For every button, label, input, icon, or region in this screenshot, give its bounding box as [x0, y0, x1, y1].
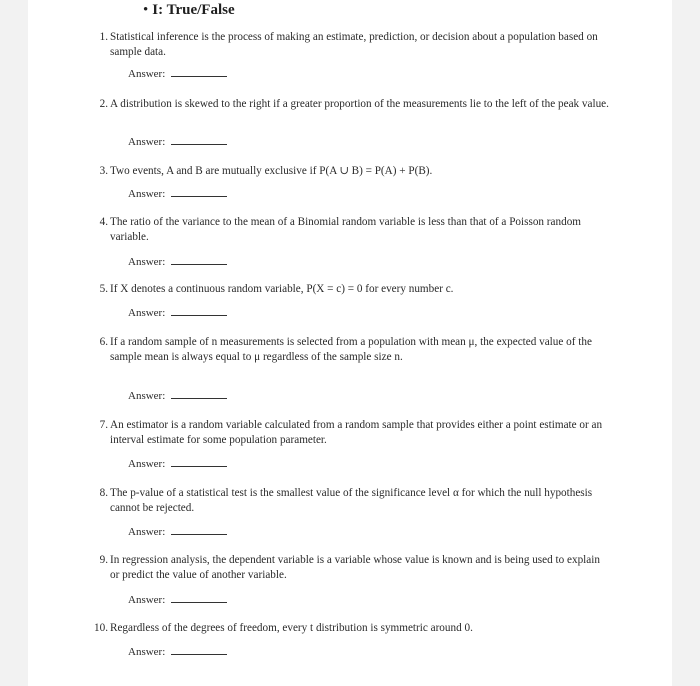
question-number: 8. [99, 487, 108, 499]
question-text: The ratio of the variance to the mean of a Binomial random variable is less than that of a Poisson random variable. [110, 216, 581, 243]
answer-row-2 [128, 135, 227, 148]
answer-blank[interactable] [171, 525, 227, 535]
question-text: Two events, A and B are mutually exclusive if P(A ∪ B) = P(A) + P(B). [110, 165, 433, 177]
answer-row-6 [128, 389, 227, 402]
answer-blank[interactable] [171, 306, 227, 316]
question-number: 1. [99, 31, 108, 43]
answer-blank[interactable] [171, 389, 227, 399]
document-page [28, 0, 672, 686]
answer-label: Answer: [128, 646, 166, 658]
section-title [143, 2, 235, 19]
question-10 [94, 621, 610, 636]
question-2 [99, 97, 610, 112]
question-9 [99, 553, 610, 582]
question-5 [99, 282, 610, 297]
question-text: A distribution is skewed to the right if a greater proportion of the measurements lie to the left of the peak value. [110, 98, 609, 110]
answer-label: Answer: [128, 188, 166, 200]
question-number: 3. [99, 165, 108, 177]
answer-label: Answer: [128, 390, 166, 402]
answer-row-3 [128, 187, 227, 200]
answer-label: Answer: [128, 307, 166, 319]
question-number: 2. [99, 98, 108, 110]
question-1 [99, 30, 610, 59]
answer-row-7 [128, 457, 227, 470]
answer-row-8 [128, 525, 227, 538]
question-text: If a random sample of n measurements is selected from a population with mean μ, the expected value of the sample mean is always equal to μ regardless of the sample size n. [110, 336, 592, 363]
question-text: An estimator is a random variable calculated from a random sample that provides either a point estimate or an interval estimate for some population parameter. [110, 419, 603, 446]
question-7 [99, 418, 610, 447]
question-number: 5. [99, 283, 108, 295]
question-number: 6. [99, 336, 108, 348]
bullet-icon: • [143, 2, 149, 18]
answer-blank[interactable] [171, 457, 227, 467]
answer-blank[interactable] [171, 593, 227, 603]
answer-blank[interactable] [171, 187, 227, 197]
question-4 [99, 215, 610, 244]
question-3 [99, 164, 610, 179]
question-6 [99, 335, 610, 364]
answer-label: Answer: [128, 68, 166, 80]
answer-label: Answer: [128, 136, 166, 148]
question-number: 4. [99, 216, 108, 228]
question-text: Statistical inference is the process of making an estimate, prediction, or decision about a population based on sample data. [110, 31, 598, 58]
answer-blank[interactable] [171, 255, 227, 265]
answer-row-10 [128, 645, 227, 658]
answer-blank[interactable] [171, 645, 227, 655]
answer-blank[interactable] [171, 67, 227, 77]
answer-label: Answer: [128, 256, 166, 268]
question-number: 7. [99, 419, 108, 431]
question-8 [99, 486, 610, 515]
question-number: 10. [94, 622, 108, 634]
question-text: Regardless of the degrees of freedom, every t distribution is symmetric around 0. [110, 622, 473, 634]
question-text: In regression analysis, the dependent variable is a variable whose value is known and is being used to explain or predict the value of another variable. [110, 554, 600, 581]
answer-row-5 [128, 306, 227, 319]
section-title-text: I: True/False [152, 2, 235, 18]
answer-label: Answer: [128, 526, 166, 538]
question-number: 9. [99, 554, 108, 566]
answer-row-4 [128, 255, 227, 268]
answer-blank[interactable] [171, 135, 227, 145]
answer-label: Answer: [128, 458, 166, 470]
question-text: The p-value of a statistical test is the smallest value of the significance level α for which the null hypothesis cannot be rejected. [110, 487, 593, 514]
answer-label: Answer: [128, 594, 166, 606]
answer-row-1 [128, 67, 227, 80]
question-text: If X denotes a continuous random variable, P(X = c) = 0 for every number c. [110, 283, 454, 295]
answer-row-9 [128, 593, 227, 606]
